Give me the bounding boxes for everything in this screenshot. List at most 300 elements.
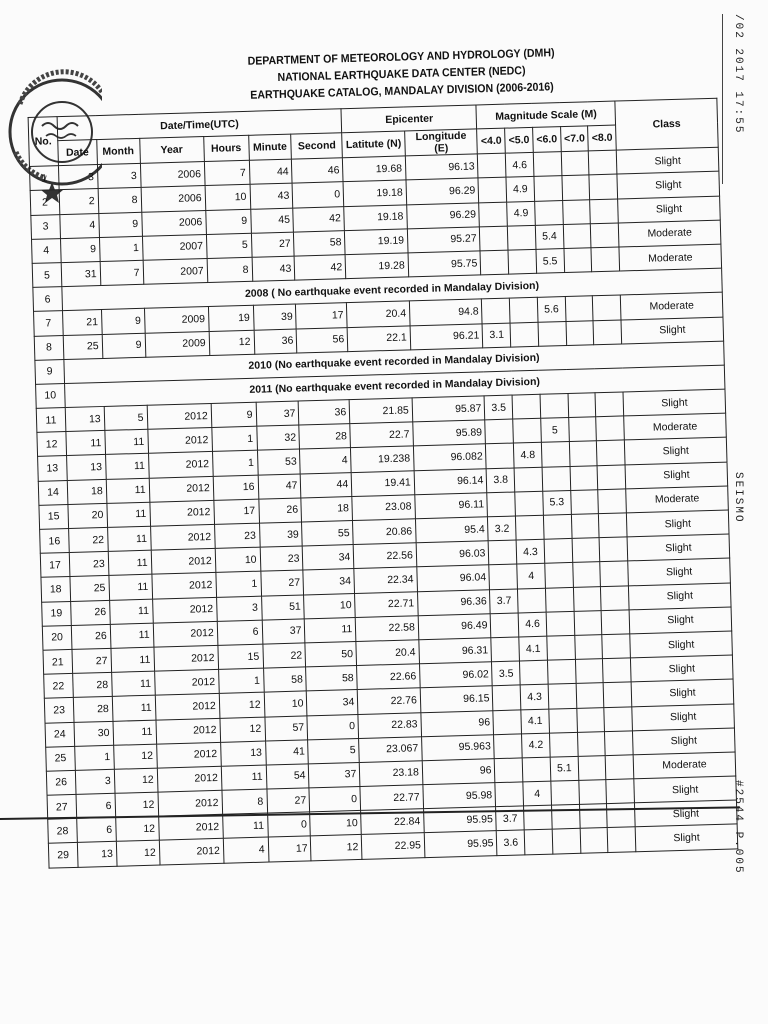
cell-hours: 23 bbox=[214, 523, 259, 548]
col-latitude: Latitute (N) bbox=[342, 131, 405, 158]
cell-mag-lt4 bbox=[493, 685, 521, 710]
cell-no: 17 bbox=[40, 553, 70, 578]
cell-minute: 23 bbox=[260, 546, 304, 571]
cell-mag-lt5: 4.6 bbox=[506, 153, 534, 178]
cell-longitude: 96.14 bbox=[414, 468, 487, 494]
cell-second: 17 bbox=[296, 303, 347, 329]
cell-minute: 37 bbox=[262, 619, 306, 644]
cell-month: 1 bbox=[99, 236, 143, 261]
cell-mag-lt4: 3.7 bbox=[496, 806, 524, 831]
cell-latitude: 22.1 bbox=[347, 325, 410, 351]
no-event-note: 2010 (No earthquake event recorded in Mandalay Division) bbox=[64, 341, 725, 384]
cell-mag-lt4 bbox=[478, 153, 506, 178]
cell-latitude: 19.41 bbox=[351, 470, 414, 496]
cell-month: 11 bbox=[111, 671, 155, 696]
cell-minute: 27 bbox=[251, 232, 295, 257]
cell-mag-lt8 bbox=[608, 827, 636, 852]
col-mag-lt6: <6.0 bbox=[533, 127, 561, 153]
cell-class: Slight bbox=[629, 583, 731, 610]
cell-mag-lt8 bbox=[596, 416, 624, 441]
cell-no: 18 bbox=[41, 577, 71, 602]
cell-no: 4 bbox=[32, 238, 62, 263]
cell-mag-lt4 bbox=[491, 637, 519, 662]
cell-date: 3 bbox=[58, 165, 97, 190]
cell-class: Slight bbox=[635, 824, 737, 851]
cell-mag-lt8 bbox=[602, 610, 630, 635]
cell-month: 12 bbox=[115, 792, 159, 817]
cell-date: 4 bbox=[60, 213, 99, 238]
cell-date: 13 bbox=[65, 407, 104, 432]
cell-mag-lt7 bbox=[562, 199, 590, 224]
cell-longitude: 95.963 bbox=[421, 734, 494, 760]
cell-year: 2012 bbox=[155, 694, 220, 720]
cell-second: 10 bbox=[304, 593, 355, 619]
cell-second: 12 bbox=[311, 835, 362, 861]
cell-month: 11 bbox=[107, 502, 151, 527]
cell-mag-lt8 bbox=[605, 731, 633, 756]
cell-date: 27 bbox=[72, 648, 111, 673]
cell-mag-lt8 bbox=[589, 174, 617, 199]
cell-mag-lt8 bbox=[597, 440, 625, 465]
cell-second: 44 bbox=[301, 472, 352, 498]
cell-hours: 12 bbox=[219, 692, 264, 717]
cell-longitude: 96.29 bbox=[407, 202, 480, 228]
cell-class: Slight bbox=[627, 510, 729, 537]
cell-mag-lt8 bbox=[590, 199, 618, 224]
cell-minute: 37 bbox=[256, 401, 300, 426]
cell-class: Slight bbox=[617, 172, 719, 199]
cell-second: 58 bbox=[306, 666, 357, 692]
cell-mag-lt4 bbox=[482, 298, 510, 323]
cell-date: 22 bbox=[68, 527, 107, 552]
cell-second: 42 bbox=[293, 206, 344, 232]
cell-latitude: 22.83 bbox=[358, 712, 421, 738]
cell-mag-lt8 bbox=[591, 247, 619, 272]
cell-second: 10 bbox=[310, 811, 361, 837]
cell-longitude: 96 bbox=[421, 710, 494, 736]
cell-class: Moderate bbox=[624, 413, 726, 440]
cell-second: 58 bbox=[294, 230, 345, 256]
cell-longitude: 95.95 bbox=[424, 831, 497, 857]
col-mag-lt4: <4.0 bbox=[477, 128, 505, 154]
cell-mag-lt4 bbox=[489, 540, 517, 565]
cell-date: 28 bbox=[73, 697, 112, 722]
document-header bbox=[111, 41, 692, 108]
cell-mag-lt4 bbox=[491, 613, 519, 638]
cell-minute: 39 bbox=[259, 522, 303, 547]
cell-latitude: 19.68 bbox=[343, 156, 406, 182]
cell-month: 11 bbox=[106, 478, 150, 503]
cell-month: 12 bbox=[113, 744, 157, 769]
cell-longitude: 94.8 bbox=[409, 299, 482, 325]
cell-mag-lt4 bbox=[485, 419, 513, 444]
cell-hours: 1 bbox=[212, 451, 257, 476]
col-year: Year bbox=[139, 137, 204, 164]
cell-second: 46 bbox=[292, 158, 343, 184]
cell-mag-lt7 bbox=[575, 659, 603, 684]
cell-mag-lt5: 4.3 bbox=[516, 539, 544, 564]
cell-hours: 9 bbox=[211, 402, 256, 427]
cell-mag-lt7 bbox=[569, 441, 597, 466]
cell-mag-lt8 bbox=[599, 537, 627, 562]
cell-mag-lt5 bbox=[508, 225, 536, 250]
cell-month: 11 bbox=[111, 647, 155, 672]
cell-mag-lt4 bbox=[480, 250, 508, 275]
cell-date: 23 bbox=[69, 552, 108, 577]
cell-hours: 9 bbox=[205, 209, 250, 234]
cell-class: Slight bbox=[618, 196, 720, 223]
cell-date: 26 bbox=[70, 600, 109, 625]
cell-mag-lt5: 4.1 bbox=[521, 709, 549, 734]
cell-mag-lt6 bbox=[542, 466, 570, 491]
cell-year: 2009 bbox=[145, 331, 210, 357]
cell-month: 12 bbox=[116, 841, 160, 866]
cell-class: Slight bbox=[629, 607, 731, 634]
cell-year: 2012 bbox=[156, 742, 221, 768]
cell-longitude: 95.27 bbox=[407, 227, 480, 253]
cell-mag-lt5: 4.2 bbox=[522, 733, 550, 758]
cell-longitude: 96.13 bbox=[405, 154, 478, 180]
cell-date: 6 bbox=[76, 793, 115, 818]
cell-latitude: 22.7 bbox=[350, 422, 413, 448]
cell-mag-lt7 bbox=[570, 490, 598, 515]
col-minute: Minute bbox=[248, 134, 292, 160]
cell-longitude: 96.02 bbox=[419, 662, 492, 688]
cell-second: 34 bbox=[307, 690, 358, 716]
cell-mag-lt8 bbox=[606, 755, 634, 780]
cell-hours: 10 bbox=[215, 547, 260, 572]
cell-mag-lt8 bbox=[598, 489, 626, 514]
cell-minute: 47 bbox=[258, 474, 302, 499]
cell-hours: 7 bbox=[204, 161, 249, 186]
cell-hours: 5 bbox=[206, 233, 251, 258]
cell-mag-lt8 bbox=[599, 513, 627, 538]
cell-latitude: 19.28 bbox=[345, 253, 408, 279]
cell-mag-lt4: 3.5 bbox=[485, 395, 513, 420]
fax-sender: SEISMO bbox=[732, 472, 744, 524]
col-mag-lt5: <5.0 bbox=[505, 128, 533, 154]
cell-year: 2012 bbox=[156, 718, 221, 744]
cell-no: 9 bbox=[35, 359, 65, 384]
cell-mag-lt5: 4.8 bbox=[514, 443, 542, 468]
cell-month: 9 bbox=[102, 333, 146, 358]
cell-mag-lt5 bbox=[508, 249, 536, 274]
cell-year: 2012 bbox=[152, 597, 217, 623]
fax-divider bbox=[722, 14, 723, 184]
cell-mag-lt4 bbox=[487, 492, 515, 517]
cell-year: 2006 bbox=[141, 210, 206, 236]
cell-class: Slight bbox=[630, 631, 732, 658]
cell-class: Slight bbox=[631, 655, 733, 682]
cell-year: 2007 bbox=[143, 258, 208, 284]
cell-mag-lt6 bbox=[535, 200, 563, 225]
earthquake-catalog-table bbox=[28, 98, 739, 869]
cell-class: Slight bbox=[632, 703, 734, 730]
cell-month: 11 bbox=[107, 526, 151, 551]
cell-date: 11 bbox=[66, 431, 105, 456]
no-event-note: 2011 (No earthquake event recorded in Mandalay Division) bbox=[64, 365, 725, 408]
cell-no: 13 bbox=[38, 456, 68, 481]
cell-latitude: 20.4 bbox=[347, 301, 410, 327]
cell-month: 11 bbox=[113, 720, 157, 745]
cell-mag-lt7 bbox=[577, 731, 605, 756]
cell-mag-lt8 bbox=[603, 658, 631, 683]
cell-mag-lt7 bbox=[572, 562, 600, 587]
cell-month: 11 bbox=[108, 550, 152, 575]
cell-date: 13 bbox=[66, 455, 105, 480]
cell-longitude: 96.36 bbox=[417, 589, 490, 615]
cell-no: 7 bbox=[34, 311, 64, 336]
cell-mag-lt7 bbox=[563, 224, 591, 249]
cell-year: 2012 bbox=[150, 524, 215, 550]
cell-year: 2012 bbox=[159, 839, 224, 865]
cell-class: Moderate bbox=[633, 752, 735, 779]
cell-no: 5 bbox=[32, 263, 62, 288]
cell-minute: 39 bbox=[253, 304, 297, 329]
cell-mag-lt8 bbox=[593, 319, 621, 344]
cell-mag-lt5 bbox=[513, 419, 541, 444]
cell-longitude: 96.11 bbox=[415, 493, 488, 519]
cell-mag-lt7 bbox=[570, 465, 598, 490]
cell-no: 16 bbox=[40, 528, 70, 553]
cell-mag-lt5 bbox=[515, 491, 543, 516]
cell-year: 2012 bbox=[154, 669, 219, 695]
col-mag-lt8: <8.0 bbox=[588, 125, 616, 151]
cell-mag-lt6 bbox=[543, 514, 571, 539]
cell-longitude: 95.75 bbox=[408, 251, 481, 277]
cell-date: 30 bbox=[74, 721, 113, 746]
document-page bbox=[26, 41, 738, 869]
cell-mag-lt5 bbox=[510, 322, 538, 347]
cell-mag-lt8 bbox=[593, 295, 621, 320]
cell-longitude: 95.95 bbox=[423, 807, 496, 833]
cell-latitude: 21.85 bbox=[349, 398, 412, 424]
cell-latitude: 19.19 bbox=[345, 229, 408, 255]
cell-month: 12 bbox=[115, 816, 159, 841]
cell-mag-lt5: 4 bbox=[517, 564, 545, 589]
cell-latitude: 19.238 bbox=[351, 446, 414, 472]
cell-month: 9 bbox=[98, 212, 142, 237]
cell-mag-lt8 bbox=[602, 634, 630, 659]
cell-mag-lt5: 4.6 bbox=[518, 612, 546, 637]
department-title: DEPARTMENT OF METEOROLOGY AND HYDROLOGY (DMH) bbox=[247, 47, 555, 68]
cell-no: 20 bbox=[42, 625, 72, 650]
cell-no: 28 bbox=[48, 819, 78, 844]
cell-second: 42 bbox=[295, 255, 346, 281]
cell-mag-lt6 bbox=[544, 539, 572, 564]
cell-mag-lt5: 4.9 bbox=[507, 201, 535, 226]
no-event-note: 2008 ( No earthquake event recorded in Mandalay Division) bbox=[62, 268, 723, 311]
cell-no: 6 bbox=[33, 287, 63, 312]
cell-latitude: 19.18 bbox=[343, 180, 406, 206]
cell-hours: 15 bbox=[218, 644, 263, 669]
cell-minute: 10 bbox=[264, 691, 308, 716]
cell-mag-lt5 bbox=[522, 757, 550, 782]
col-hours: Hours bbox=[203, 136, 248, 162]
cell-mag-lt5 bbox=[516, 515, 544, 540]
cell-hours: 11 bbox=[222, 813, 267, 838]
cell-mag-lt5 bbox=[524, 830, 552, 855]
catalog-title: EARTHQUAKE CATALOG, MANDALAY DIVISION (2006-2016) bbox=[250, 81, 554, 102]
cell-mag-lt8 bbox=[601, 585, 629, 610]
cell-minute: 17 bbox=[268, 836, 312, 861]
cell-mag-lt5 bbox=[510, 298, 538, 323]
cell-no: 27 bbox=[47, 794, 77, 819]
cell-no: 19 bbox=[42, 601, 72, 626]
cell-class: Slight bbox=[627, 534, 729, 561]
cell-second: 55 bbox=[302, 521, 353, 547]
cell-no: 29 bbox=[48, 843, 78, 868]
cell-latitude: 22.84 bbox=[361, 809, 424, 835]
cell-latitude: 22.58 bbox=[355, 616, 418, 642]
cell-class: Slight bbox=[631, 679, 733, 706]
cell-month: 7 bbox=[100, 260, 144, 285]
cell-minute: 53 bbox=[257, 449, 301, 474]
cell-mag-lt4: 3.1 bbox=[483, 323, 511, 348]
cell-mag-lt7 bbox=[576, 683, 604, 708]
col-date: Date bbox=[58, 140, 97, 166]
cell-latitude: 20.86 bbox=[353, 519, 416, 545]
cell-longitude: 96.15 bbox=[420, 686, 493, 712]
cell-minute: 26 bbox=[258, 498, 302, 523]
cell-class: Slight bbox=[621, 317, 723, 344]
cell-mag-lt4 bbox=[479, 202, 507, 227]
cell-month: 11 bbox=[105, 454, 149, 479]
cell-mag-lt6: 5 bbox=[541, 418, 569, 443]
cell-month: 12 bbox=[114, 768, 158, 793]
cell-year: 2006 bbox=[140, 162, 205, 188]
cell-second: 11 bbox=[305, 617, 356, 643]
cell-longitude: 95.98 bbox=[423, 783, 496, 809]
cell-mag-lt8 bbox=[607, 803, 635, 828]
cell-mag-lt6 bbox=[552, 829, 580, 854]
cell-mag-lt8 bbox=[597, 465, 625, 490]
cell-mag-lt5 bbox=[514, 467, 542, 492]
cell-mag-lt6: 5.4 bbox=[535, 224, 563, 249]
cell-latitude: 20.4 bbox=[356, 640, 419, 666]
cell-mag-lt6 bbox=[547, 660, 575, 685]
cell-year: 2007 bbox=[142, 234, 207, 260]
cell-hours: 11 bbox=[221, 765, 266, 790]
cell-longitude: 96.31 bbox=[419, 638, 492, 664]
cell-mag-lt5: 4.3 bbox=[520, 684, 548, 709]
cell-class: Moderate bbox=[626, 486, 728, 513]
cell-mag-lt8 bbox=[595, 392, 623, 417]
cell-second: 5 bbox=[308, 738, 359, 764]
cell-no: 21 bbox=[43, 649, 73, 674]
cell-no: 24 bbox=[45, 722, 75, 747]
cell-year: 2012 bbox=[148, 452, 213, 478]
cell-latitude: 22.34 bbox=[354, 567, 417, 593]
cell-hours: 6 bbox=[217, 620, 262, 645]
cell-second: 34 bbox=[303, 569, 354, 595]
cell-class: Moderate bbox=[620, 292, 722, 319]
cell-hours: 12 bbox=[220, 717, 265, 742]
cell-date: 31 bbox=[61, 261, 100, 286]
col-group-epicenter: Epicenter bbox=[341, 105, 477, 133]
cell-mag-lt6: 5.5 bbox=[536, 248, 564, 273]
cell-class: Slight bbox=[635, 800, 737, 827]
cell-mag-lt6 bbox=[541, 442, 569, 467]
cell-minute: 27 bbox=[260, 570, 304, 595]
cell-no: 14 bbox=[38, 480, 68, 505]
cell-class: Moderate bbox=[619, 244, 721, 271]
cell-minute: 58 bbox=[263, 667, 307, 692]
cell-mag-lt8 bbox=[600, 561, 628, 586]
cell-latitude: 22.66 bbox=[357, 664, 420, 690]
cell-latitude: 22.76 bbox=[358, 688, 421, 714]
cell-mag-lt4: 3.7 bbox=[490, 589, 518, 614]
cell-longitude: 95.89 bbox=[413, 420, 486, 446]
cell-date: 1 bbox=[75, 745, 114, 770]
cell-no: 11 bbox=[36, 408, 66, 433]
cell-mag-lt4 bbox=[478, 178, 506, 203]
cell-class: Slight bbox=[623, 389, 725, 416]
cell-minute: 54 bbox=[266, 764, 310, 789]
cell-longitude: 96.21 bbox=[410, 323, 483, 349]
col-longitude: Longitude (E) bbox=[404, 129, 477, 156]
cell-mag-lt5 bbox=[520, 660, 548, 685]
cell-mag-lt6: 5.6 bbox=[537, 297, 565, 322]
cell-year: 2012 bbox=[151, 573, 216, 599]
cell-month: 11 bbox=[109, 599, 153, 624]
col-group-datetime: Date/Time(UTC) bbox=[57, 109, 342, 141]
cell-date: 28 bbox=[73, 672, 112, 697]
cell-minute: 43 bbox=[252, 256, 296, 281]
cell-second: 18 bbox=[301, 496, 352, 522]
cell-longitude: 95.4 bbox=[415, 517, 488, 543]
cell-second: 34 bbox=[303, 545, 354, 571]
cell-year: 2012 bbox=[147, 428, 212, 454]
cell-no: 1 bbox=[29, 166, 59, 191]
cell-no: 3 bbox=[31, 214, 61, 239]
cell-mag-lt7 bbox=[576, 707, 604, 732]
cell-class: Slight bbox=[633, 728, 735, 755]
cell-no: 8 bbox=[34, 335, 64, 360]
cell-mag-lt6 bbox=[545, 587, 573, 612]
cell-mag-lt7 bbox=[568, 393, 596, 418]
cell-mag-lt7 bbox=[579, 780, 607, 805]
cell-latitude: 22.56 bbox=[353, 543, 416, 569]
cell-mag-lt4 bbox=[495, 782, 523, 807]
cell-mag-lt8 bbox=[604, 682, 632, 707]
cell-mag-lt5: 4 bbox=[523, 781, 551, 806]
fax-timestamp: /02 2017 17:55 bbox=[732, 14, 744, 135]
cell-latitude: 23.18 bbox=[360, 761, 423, 787]
cell-no: 25 bbox=[46, 746, 76, 771]
cell-minute: 27 bbox=[266, 788, 310, 813]
fax-page-number: #2544 P.005 bbox=[732, 780, 744, 875]
cell-longitude: 96.03 bbox=[416, 541, 489, 567]
cell-year: 2012 bbox=[151, 549, 216, 575]
cell-second: 56 bbox=[297, 327, 348, 353]
cell-class: Slight bbox=[628, 558, 730, 585]
cell-mag-lt6 bbox=[547, 635, 575, 660]
catalog-body bbox=[29, 147, 737, 867]
cell-mag-lt8 bbox=[589, 150, 617, 175]
cell-mag-lt8 bbox=[604, 706, 632, 731]
cell-hours: 19 bbox=[208, 306, 253, 331]
cell-minute: 57 bbox=[264, 715, 308, 740]
cell-class: Slight bbox=[625, 462, 727, 489]
cell-mag-lt7 bbox=[561, 151, 589, 176]
cell-hours: 17 bbox=[214, 499, 259, 524]
cell-longitude: 96.082 bbox=[413, 444, 486, 470]
cell-class: Moderate bbox=[618, 220, 720, 247]
col-group-magnitude: Magnitude Scale (M) bbox=[476, 101, 615, 129]
cell-no: 23 bbox=[44, 698, 74, 723]
cell-mag-lt6 bbox=[540, 394, 568, 419]
